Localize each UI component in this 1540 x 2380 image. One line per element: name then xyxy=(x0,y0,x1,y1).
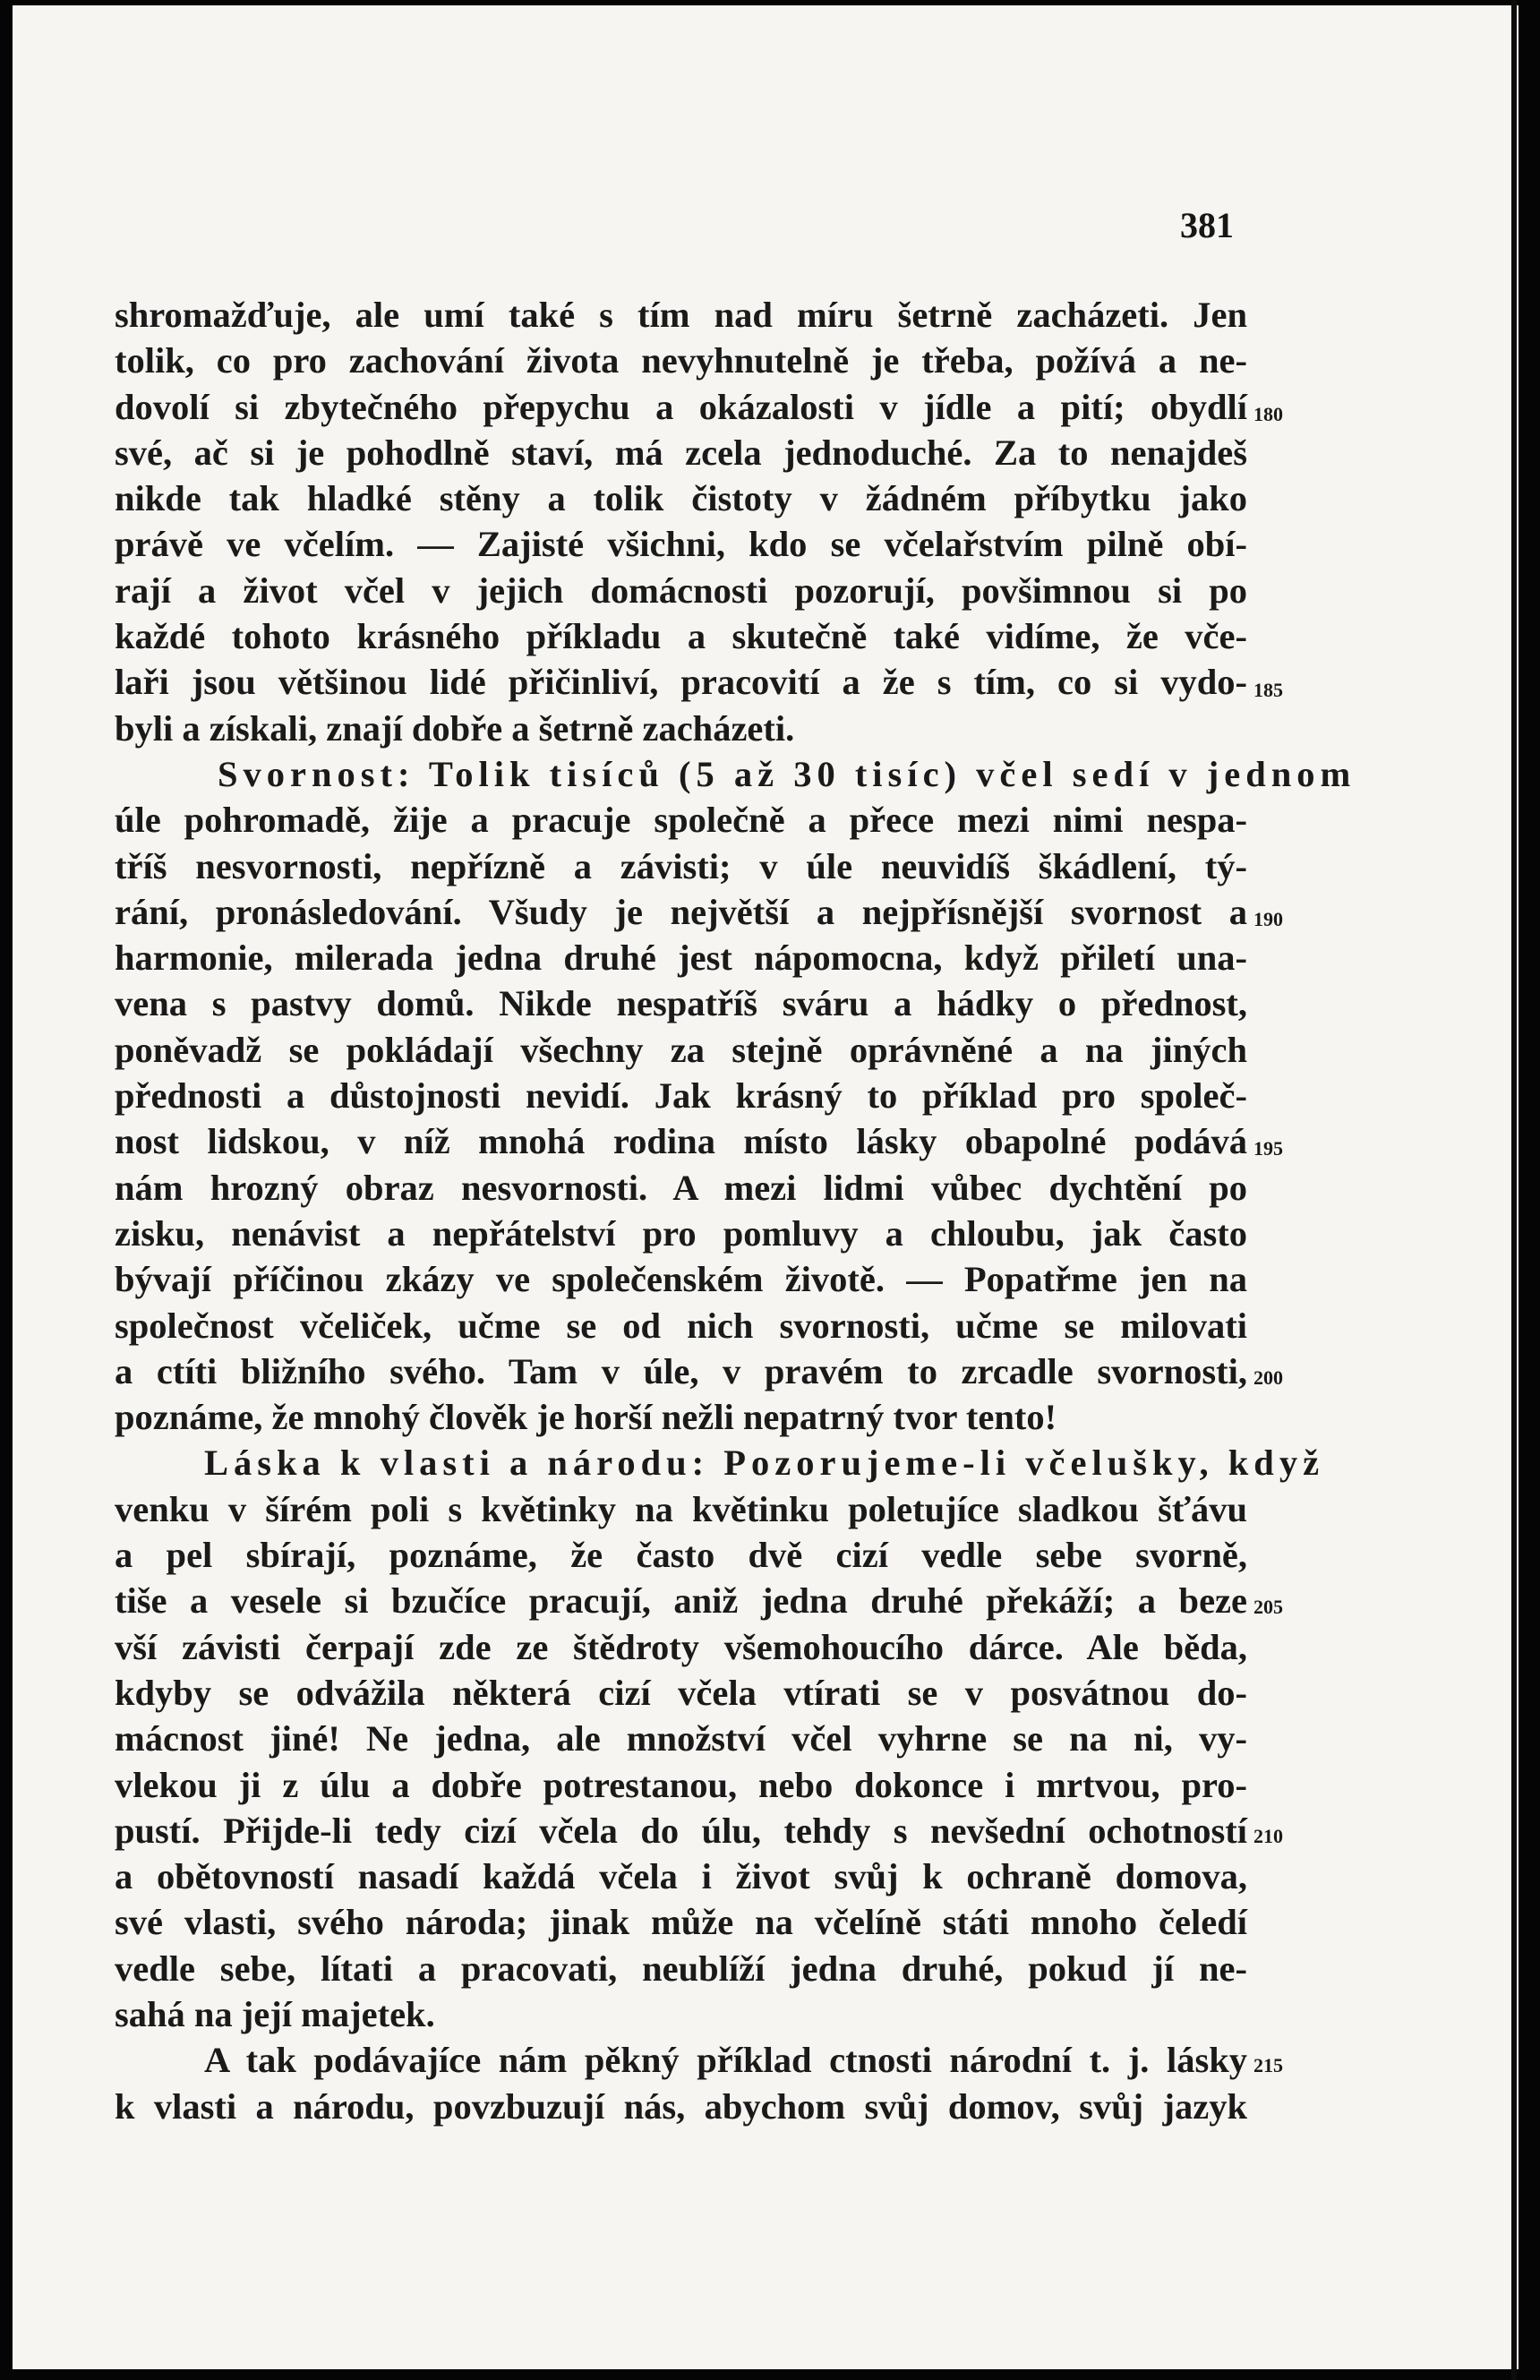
text-line: nikde tak hladké stěny a tolik čistoty v žádném příbytku jako xyxy=(115,478,1247,519)
text-line: vlekou ji z úlu a dobře potrestanou, nebo dokonce i mrtvou, pro- xyxy=(115,1764,1247,1805)
section-heading-line: Láska k vlasti a národu: Pozorujeme-li včelušky, když xyxy=(204,1443,1325,1484)
text-line: venku v šírém poli s květinky na květinku poletujíce sladkou šťávu xyxy=(115,1488,1247,1529)
text-line: tolik, co pro zachování života nevyhnutelně je třeba, požívá a ne- xyxy=(115,340,1247,381)
text-line: sahá na její majetek. xyxy=(115,1993,435,2034)
text-line: nám hrozný obraz nesvornosti. A mezi lidmi vůbec dychtění po xyxy=(115,1167,1247,1208)
text-line: A tak podávajíce nám pěkný příklad ctnosti národní t. j. lásky xyxy=(204,2040,1247,2081)
text-line: kdyby se odvážila některá cizí včela vtírati se v posvátnou do- xyxy=(115,1672,1247,1713)
text-line: poznáme, že mnohý člověk je horší nežli nepatrný tvor tento! xyxy=(115,1397,1057,1438)
text-line: vší závisti čerpají zde ze štědroty všemohoucího dárce. Ale běda, xyxy=(115,1626,1247,1667)
text-line: poněvadž se pokládají všechny za stejně oprávněné a na jiných xyxy=(115,1029,1247,1070)
text-line: tiše a vesele si bzučíce pracují, aniž jedna druhé překáží; a beze xyxy=(115,1580,1247,1622)
section-heading-line: Svornost: Tolik tisíců (5 až 30 tisíc) včel sedí v jednom xyxy=(218,753,1356,794)
text-line: úle pohromadě, žije a pracuje společně a přece mezi nimi nespa- xyxy=(115,800,1247,841)
text-line: rání, pronásledování. Všudy je největší a nejpřísnější svornost a xyxy=(115,891,1247,932)
text-line: byli a získali, znají dobře a šetrně zacházeti. xyxy=(115,707,795,749)
text-line: bývají příčinou zkázy ve společenském životě. — Popatřme jen na xyxy=(115,1259,1247,1300)
page-number: 381 xyxy=(1180,205,1234,245)
text-line: nost lidskou, v níž mnohá rodina místo lásky obapolné podává xyxy=(115,1121,1247,1162)
text-line: zisku, nenávist a nepřátelství pro pomluvy a chloubu, jak často xyxy=(115,1212,1247,1254)
margin-line-number: 215 xyxy=(1253,2054,1283,2076)
margin-line-number: 195 xyxy=(1253,1137,1283,1160)
text-line: své vlasti, svého národa; jinak může na včelíně státi mnoho čeledí xyxy=(115,1902,1247,1943)
text-line: a obětovností nasadí každá včela i život svůj k ochraně domova, xyxy=(115,1856,1247,1897)
margin-line-number: 205 xyxy=(1253,1596,1283,1618)
margin-line-number: 180 xyxy=(1253,403,1283,425)
text-line: své, ač si je pohodlně staví, má zcela jednoduché. Za to nenajdeš xyxy=(115,432,1247,473)
text-line: a ctíti bližního svého. Tam v úle, v pravém to zrcadle svornosti, xyxy=(115,1350,1247,1391)
text-line: tříš nesvornosti, nepřízně a závisti; v úle neuvidíš škádlení, tý- xyxy=(115,845,1247,886)
text-line: shromažďuje, ale umí také s tím nad míru šetrně zacházeti. Jen xyxy=(115,295,1247,335)
text-line: vena s pastvy domů. Nikde nespatříš sváru a hádky o přednost, xyxy=(115,983,1247,1024)
margin-line-number: 190 xyxy=(1253,908,1283,930)
text-line: každé tohoto krásného příkladu a skutečně také vidíme, že vče- xyxy=(115,616,1247,657)
text-line: společnost včeliček, učme se od nich svornosti, učme se milovati xyxy=(115,1305,1247,1346)
text-line: a pel sbírají, poznáme, že často dvě cizí vedle sebe svorně, xyxy=(115,1535,1247,1576)
text-line: laři jsou většinou lidé přičinliví, pracovití a že s tím, co si vydo- xyxy=(115,662,1247,703)
margin-line-number: 200 xyxy=(1253,1366,1283,1389)
text-line: rají a život včel v jejich domácnosti pozorují, povšimnou si po xyxy=(115,569,1247,611)
text-line: pustí. Přijde-li tedy cizí včela do úlu, tehdy s nevšední ochotností xyxy=(115,1810,1247,1851)
page-edge xyxy=(1511,0,1517,2380)
margin-line-number: 210 xyxy=(1253,1825,1283,1847)
text-line: mácnost jiné! Ne jedna, ale množství včel vyhrne se na ni, vy- xyxy=(115,1718,1247,1759)
text-line: právě ve včelím. — Zajisté všichni, kdo se včelařstvím pilně obí- xyxy=(115,524,1247,565)
text-line: dovolí si zbytečného přepychu a okázalosti v jídle a pití; obydlí xyxy=(115,386,1247,427)
margin-line-number: 185 xyxy=(1253,679,1283,701)
text-line: vedle sebe, lítati a pracovati, neublíží jedna druhé, pokud jí ne- xyxy=(115,1948,1247,1989)
text-line: harmonie, milerada jedna druhé jest nápomocna, když přiletí una- xyxy=(115,937,1247,979)
text-line: přednosti a důstojnosti nevidí. Jak krásný to příklad pro společ- xyxy=(115,1075,1247,1117)
text-line: k vlasti a národu, povzbuzují nás, abychom svůj domov, svůj jazyk xyxy=(115,2085,1247,2127)
